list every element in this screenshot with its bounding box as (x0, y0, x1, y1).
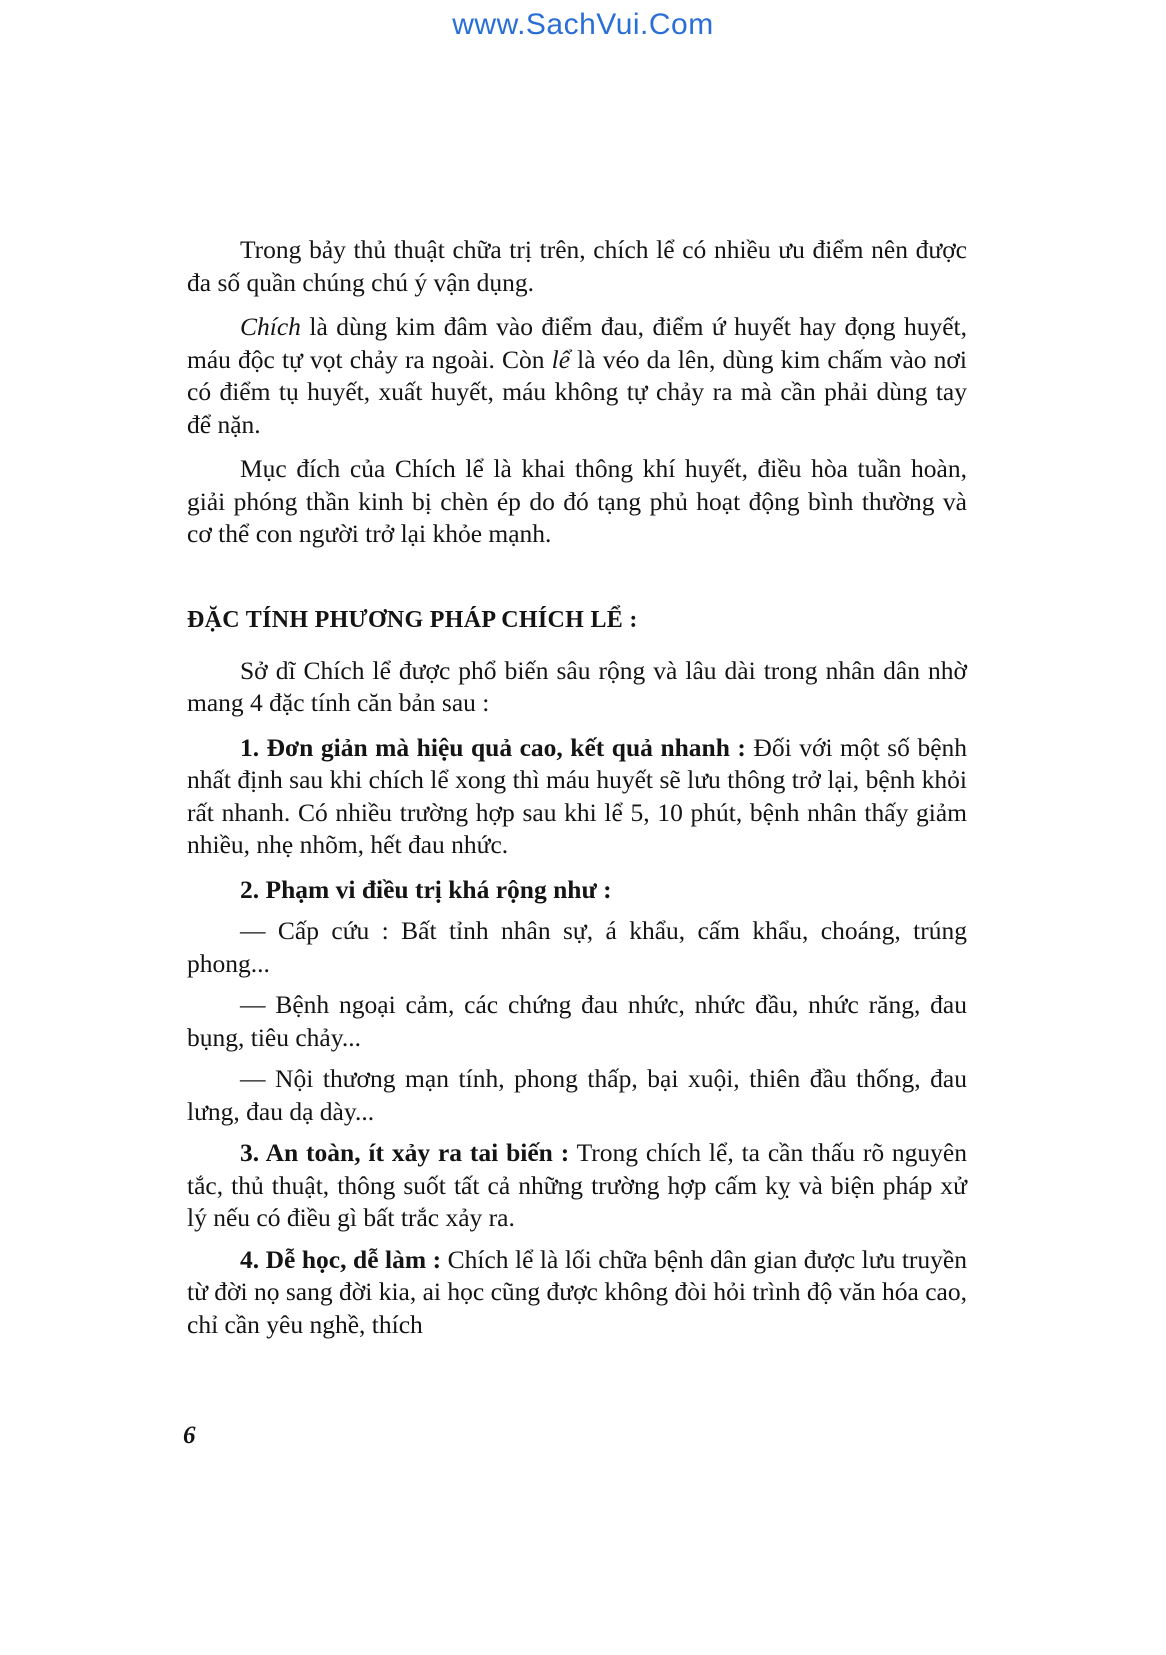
list-item-3-text: Trong chích lể, ta cần thấu rõ nguyên tắc, thủ thuật, thông suốt tất cả những trường hợp cấm kỵ và biện pháp xử lý nếu có điều gì bất trắc xảy ra. (187, 1138, 967, 1232)
term-le: lể (551, 344, 571, 374)
watermark-link[interactable]: www.SachVui.Com (452, 8, 714, 41)
definition-text-2: là véo da lên, dùng kim chấm vào nơi có điểm tụ huyết, xuất huyết, máu không tự chảy ra mà cần phải dùng tay để nặn. (187, 344, 967, 439)
list-item-4 (187, 1244, 967, 1342)
paragraph-definition (187, 311, 967, 441)
list-item-2-sub-3: — Nội thương mạn tính, phong thấp, bại xuội, thiên đầu thống, đau lưng, đau dạ dày... (187, 1064, 967, 1126)
list-item-1-text: Đối với một số bệnh nhất định sau khi chích lể xong thì máu huyết sẽ lưu thông trở lại, bệnh khỏi rất nhanh. Có nhiều trường hợp sau khi lể 5, 10 phút, bệnh nhân thấy giảm nhiều, nhẹ nhõm, hết đau nhức. (187, 732, 968, 859)
list-item-2-lead: 2. Phạm vi điều trị khá rộng như : (240, 874, 612, 904)
paragraph-intro: Trong bảy thủ thuật chữa trị trên, chích lể có nhiều ưu điểm nên được đa số quần chúng chú ý vận dụng. (187, 235, 967, 297)
list-item-1 (187, 732, 967, 862)
page-number: 6 (183, 1422, 196, 1449)
list-item-2 (187, 874, 967, 907)
list-item-3-lead: 3. An toàn, ít xảy ra tai biến : (240, 1138, 570, 1167)
list-item-3 (187, 1137, 967, 1235)
definition-text-1: là dùng kim đâm vào điểm đau, điểm ứ huyết hay đọng huyết, máu độc tự vọt chảy ra ngoài. Còn (187, 312, 967, 374)
list-item-2-sub-2: — Bệnh ngoại cảm, các chứng đau nhức, nhức đầu, nhức răng, đau bụng, tiêu chảy... (187, 990, 967, 1052)
page-body (187, 234, 967, 1341)
term-chich: Chích (240, 312, 301, 341)
list-item-4-text: Chích lể là lối chữa bệnh dân gian được lưu truyền từ đời nọ sang đời kia, ai học cũng được không đòi hỏi trình độ văn hóa cao, chỉ cần yêu nghề, thích (187, 1244, 967, 1339)
section-intro: Sở dĩ Chích lể được phổ biến sâu rộng và lâu dài trong nhân dân nhờ mang 4 đặc tính căn bản sau : (187, 655, 967, 717)
paragraph-purpose: Mục đích của Chích lể là khai thông khí huyết, điều hòa tuần hoàn, giải phóng thần kinh bị chèn ép do đó tạng phủ hoạt động bình thường và cơ thể con người trở lại khỏe mạnh. (187, 454, 967, 548)
list-item-1-lead: 1. Đơn giản mà hiệu quả cao, kết quả nhanh : (240, 732, 746, 762)
list-item-4-lead: 4. Dễ học, dễ làm : (240, 1244, 442, 1274)
list-item-2-sub-1: — Cấp cứu : Bất tỉnh nhân sự, á khẩu, cấm khẩu, choáng, trúng phong... (187, 916, 967, 978)
section-heading: ĐẶC TÍNH PHƯƠNG PHÁP CHÍCH LỂ : (187, 606, 638, 633)
